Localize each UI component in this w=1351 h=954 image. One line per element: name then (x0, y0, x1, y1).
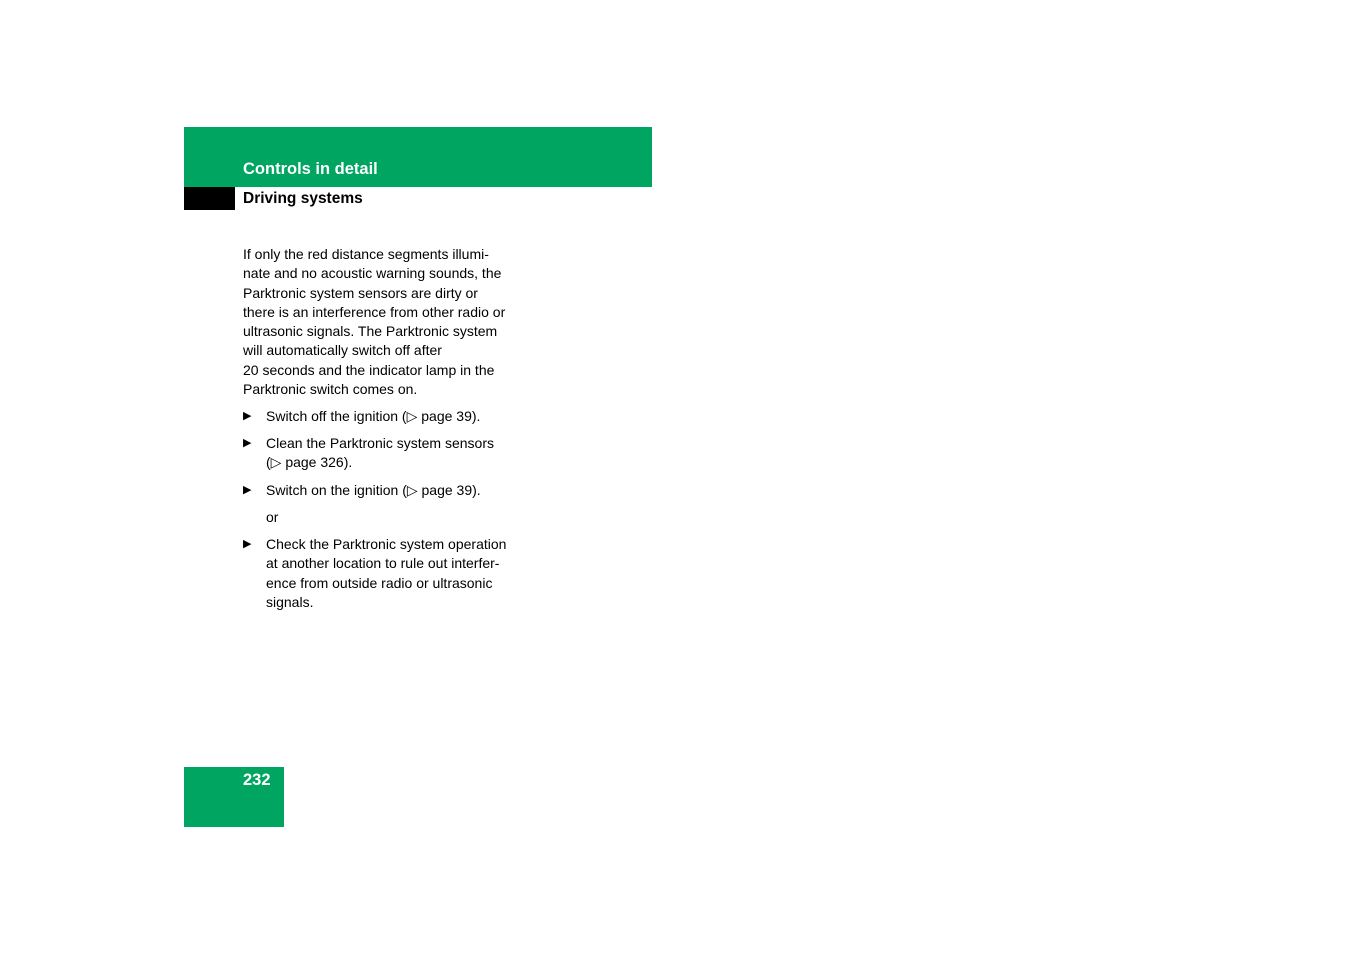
bullet-arrow-icon: ▶ (243, 538, 252, 550)
page-number-box (184, 767, 284, 827)
step-switch-off-ignition (243, 407, 533, 426)
section-marker (184, 187, 235, 210)
step-line: Switch on the ignition (▷ page 39). (266, 482, 481, 498)
step-line: signals. (266, 593, 314, 610)
chapter-title: Controls in detail (243, 160, 378, 178)
bullet-arrow-icon: ▶ (243, 437, 252, 449)
intro-line: there is an interference from other radio or (243, 303, 506, 320)
chapter-header-bar (184, 127, 652, 187)
intro-paragraph (243, 245, 533, 399)
intro-line: Parktronic switch comes on. (243, 381, 418, 398)
section-title: Driving systems (243, 190, 363, 207)
intro-line: nate and no acoustic warning sounds, the (243, 265, 502, 282)
step-clean-sensors (243, 434, 533, 473)
step-line: Switch off the ignition (▷ page 39). (266, 408, 481, 424)
intro-line: Parktronic system sensors are dirty or (243, 284, 478, 301)
step-switch-on-ignition (243, 481, 533, 500)
step-line: ence from outside radio or ultrasonic (266, 574, 493, 591)
or-separator: or (266, 509, 279, 525)
intro-line: 20 seconds and the indicator lamp in the (243, 361, 495, 378)
intro-line: will automatically switch off after (243, 342, 442, 359)
bullet-arrow-icon: ▶ (243, 410, 252, 422)
step-line: (▷ page 326). (266, 454, 353, 471)
step-line: Clean the Parktronic system sensors (266, 435, 494, 451)
page-number: 232 (243, 771, 271, 789)
step-check-operation (243, 535, 533, 612)
step-line: at another location to rule out interfer- (266, 555, 500, 572)
intro-line: ultrasonic signals. The Parktronic system (243, 323, 498, 340)
bullet-arrow-icon: ▶ (243, 484, 252, 496)
step-line: Check the Parktronic system operation (266, 536, 507, 552)
intro-line: If only the red distance segments illumi- (243, 246, 489, 262)
